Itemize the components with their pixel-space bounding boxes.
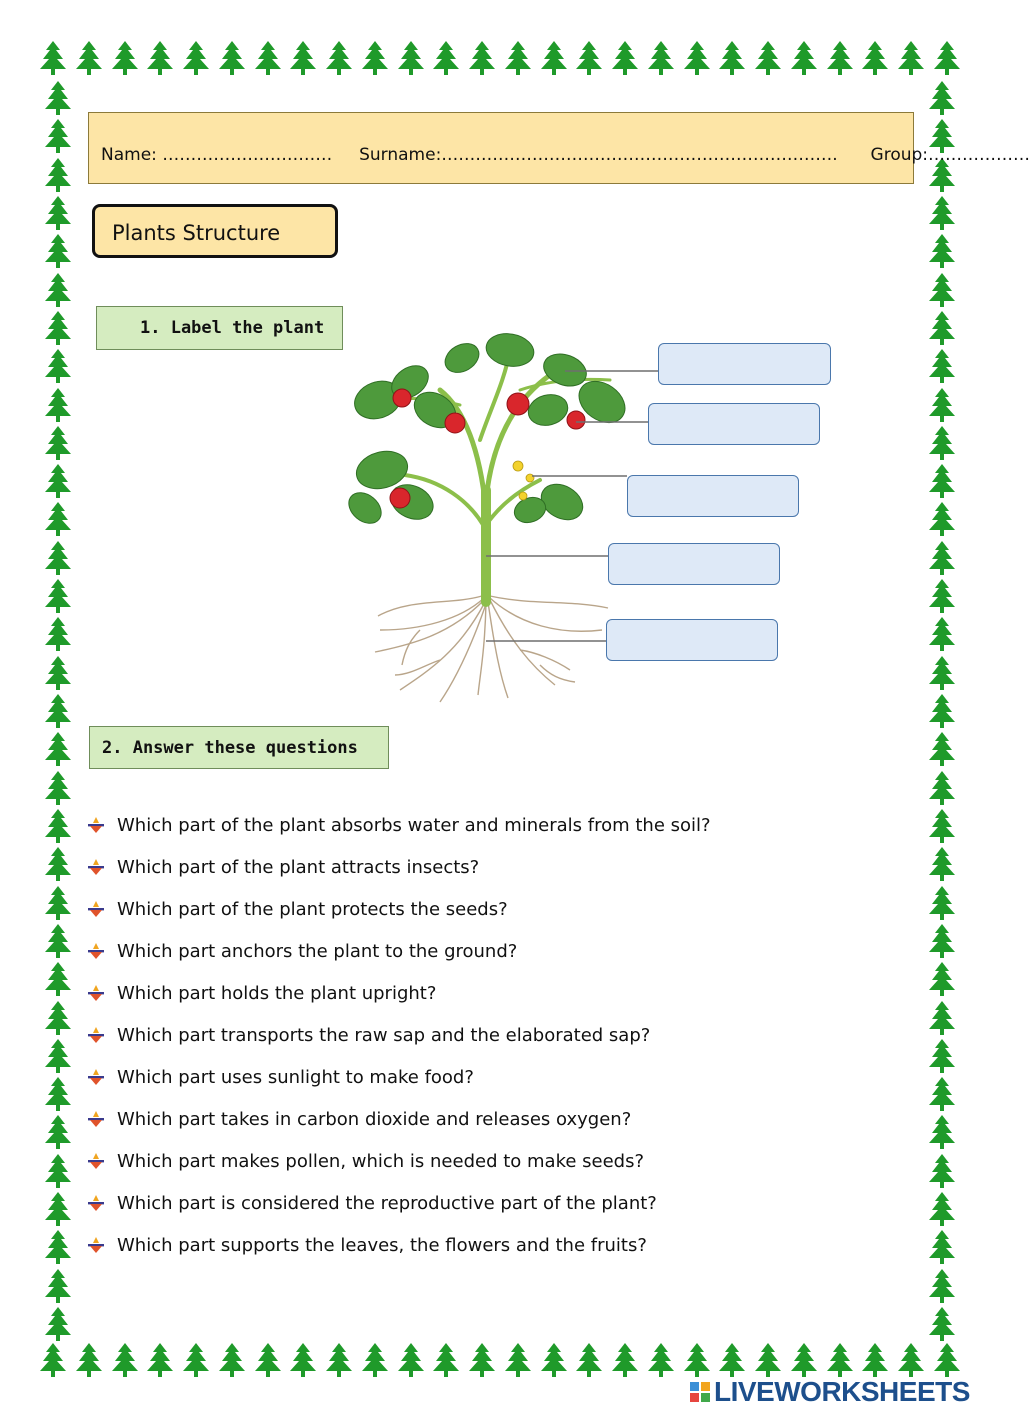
tree-icon [43, 923, 73, 959]
tree-icon [43, 1114, 73, 1150]
tree-icon [467, 1342, 497, 1378]
question-item [86, 1064, 926, 1106]
tree-icon [43, 1306, 73, 1342]
tree-icon [927, 616, 957, 652]
tree-icon [181, 40, 211, 76]
question-item [86, 1190, 926, 1232]
tree-icon [646, 40, 676, 76]
tree-icon [610, 40, 640, 76]
question-item [86, 854, 926, 896]
tree-icon [682, 1342, 712, 1378]
tree-icon [927, 1268, 957, 1304]
tree-icon [43, 233, 73, 269]
tree-icon [927, 310, 957, 346]
tree-icon [431, 1342, 461, 1378]
tree-icon [927, 846, 957, 882]
tree-icon [927, 1191, 957, 1227]
label-answer-box-3[interactable] [627, 475, 799, 517]
tree-icon [927, 1153, 957, 1189]
tree-icon [43, 387, 73, 423]
tree-icon [927, 1114, 957, 1150]
tree-icon [217, 40, 247, 76]
tree-icon [927, 1229, 957, 1265]
tree-icon [927, 463, 957, 499]
question-item [86, 938, 926, 980]
arrow-bullet-icon [86, 1109, 106, 1129]
tree-icon [927, 501, 957, 537]
arrow-bullet-icon [86, 1025, 106, 1045]
tree-icon [38, 40, 68, 76]
tree-icon [43, 655, 73, 691]
tree-icon [74, 40, 104, 76]
section-2-heading: 2. Answer these questions [102, 738, 358, 758]
tree-icon [43, 693, 73, 729]
tree-icon [753, 1342, 783, 1378]
name-field[interactable]: Name: ………………………… [101, 145, 333, 165]
tree-icon [360, 1342, 390, 1378]
question-text: Which part holds the plant upright? [117, 983, 437, 1004]
arrow-bullet-icon [86, 941, 106, 961]
question-item [86, 980, 926, 1022]
tree-icon [43, 310, 73, 346]
tree-icon [145, 1342, 175, 1378]
question-text: Which part anchors the plant to the ground? [117, 941, 518, 962]
tree-icon [43, 80, 73, 116]
tree-icon [431, 40, 461, 76]
tree-icon [825, 1342, 855, 1378]
tree-icon [927, 961, 957, 997]
question-text: Which part makes pollen, which is needed to make seeds? [117, 1151, 645, 1172]
tree-icon [43, 348, 73, 384]
liveworksheets-logo [690, 1376, 970, 1408]
tree-icon [396, 40, 426, 76]
tree-border-left [38, 80, 78, 1342]
student-info-line [101, 145, 1030, 165]
tree-icon [927, 80, 957, 116]
question-item [86, 812, 926, 854]
tree-icon [43, 1076, 73, 1112]
plant-roots [375, 596, 608, 702]
tree-icon [43, 463, 73, 499]
tree-icon [43, 195, 73, 231]
tree-icon [324, 40, 354, 76]
tree-icon [43, 272, 73, 308]
section-1-heading: 1. Label the plant [140, 318, 325, 338]
tree-icon [43, 118, 73, 154]
tree-icon [43, 770, 73, 806]
question-item [86, 1232, 926, 1274]
tree-icon [717, 40, 747, 76]
tree-icon [932, 40, 962, 76]
section-answer-questions [89, 726, 389, 769]
tree-icon [610, 1342, 640, 1378]
question-text: Which part of the plant protects the seeds? [117, 899, 508, 920]
question-item [86, 1106, 926, 1148]
tree-icon [927, 233, 957, 269]
tree-icon [288, 1342, 318, 1378]
tree-icon [927, 540, 957, 576]
tree-icon [43, 961, 73, 997]
questions-list [86, 812, 926, 1274]
tree-icon [43, 425, 73, 461]
tree-icon [927, 923, 957, 959]
tree-icon [927, 1038, 957, 1074]
label-answer-box-4[interactable] [608, 543, 780, 585]
tree-icon [396, 1342, 426, 1378]
question-text: Which part uses sunlight to make food? [117, 1067, 474, 1088]
tree-icon [145, 40, 175, 76]
tree-icon [253, 40, 283, 76]
question-text: Which part is considered the reproductive part of the plant? [117, 1193, 657, 1214]
tree-icon [932, 1342, 962, 1378]
tree-icon [927, 1306, 957, 1342]
arrow-bullet-icon [86, 899, 106, 919]
tree-icon [74, 1342, 104, 1378]
tree-icon [927, 1000, 957, 1036]
tree-icon [43, 578, 73, 614]
tree-icon [324, 1342, 354, 1378]
tree-icon [181, 1342, 211, 1378]
tree-icon [927, 387, 957, 423]
brand-text: LIVEWORKSHEETS [714, 1376, 970, 1407]
tree-icon [360, 40, 390, 76]
tree-icon [43, 808, 73, 844]
label-answer-box-2[interactable] [648, 403, 820, 445]
question-item [86, 896, 926, 938]
tree-border-right [922, 80, 962, 1342]
tree-icon [789, 1342, 819, 1378]
arrow-bullet-icon [86, 857, 106, 877]
tree-icon [896, 40, 926, 76]
tree-icon [646, 1342, 676, 1378]
tree-icon [539, 40, 569, 76]
label-answer-box-1[interactable] [658, 343, 831, 385]
question-text: Which part supports the leaves, the flowers and the fruits? [117, 1235, 647, 1256]
tree-icon [43, 731, 73, 767]
question-text: Which part transports the raw sap and the elaborated sap? [117, 1025, 651, 1046]
tree-icon [43, 1268, 73, 1304]
tree-icon [253, 1342, 283, 1378]
arrow-bullet-icon [86, 1193, 106, 1213]
tree-icon [43, 616, 73, 652]
arrow-bullet-icon [86, 1151, 106, 1171]
question-text: Which part of the plant attracts insects? [117, 857, 480, 878]
tree-icon [927, 272, 957, 308]
tree-icon [574, 40, 604, 76]
tree-icon [288, 40, 318, 76]
tree-icon [217, 1342, 247, 1378]
tree-icon [539, 1342, 569, 1378]
tree-icon [43, 885, 73, 921]
tree-icon [574, 1342, 604, 1378]
tree-icon [43, 846, 73, 882]
tree-icon [927, 1076, 957, 1112]
tree-icon [43, 1038, 73, 1074]
worksheet-title: Plants Structure [112, 221, 281, 245]
tree-icon [927, 693, 957, 729]
tree-icon [927, 578, 957, 614]
arrow-bullet-icon [86, 983, 106, 1003]
tree-icon [43, 1153, 73, 1189]
surname-field[interactable]: Surname:……………………………………………………………. [359, 145, 838, 165]
student-info-header [88, 112, 1030, 184]
question-text: Which part takes in carbon dioxide and releases oxygen? [117, 1109, 632, 1130]
tree-icon [927, 885, 957, 921]
tree-icon [43, 1000, 73, 1036]
worksheet-title-box [92, 204, 338, 258]
tree-icon [927, 348, 957, 384]
tree-icon [927, 425, 957, 461]
tree-icon [860, 1342, 890, 1378]
tree-icon [38, 1342, 68, 1378]
tree-icon [43, 1191, 73, 1227]
tree-icon [927, 731, 957, 767]
tree-icon [825, 40, 855, 76]
tree-icon [43, 540, 73, 576]
arrow-bullet-icon [86, 1235, 106, 1255]
tree-border-top [38, 40, 962, 80]
tree-icon [753, 40, 783, 76]
tree-icon [789, 40, 819, 76]
tree-icon [110, 1342, 140, 1378]
tree-icon [927, 195, 957, 231]
question-item [86, 1148, 926, 1190]
tree-icon [682, 40, 712, 76]
tree-icon [927, 808, 957, 844]
tree-icon [43, 157, 73, 193]
tree-icon [717, 1342, 747, 1378]
tree-icon [927, 770, 957, 806]
tree-icon [43, 501, 73, 537]
tree-icon [467, 40, 497, 76]
tree-icon [927, 655, 957, 691]
label-answer-box-5[interactable] [606, 619, 778, 661]
arrow-bullet-icon [86, 815, 106, 835]
tree-icon [860, 40, 890, 76]
group-field[interactable]: Group:……………… [870, 145, 1030, 165]
logo-grid-icon [690, 1382, 710, 1402]
tree-icon [503, 1342, 533, 1378]
tree-icon [43, 1229, 73, 1265]
arrow-bullet-icon [86, 1067, 106, 1087]
tree-icon [110, 40, 140, 76]
tree-icon [896, 1342, 926, 1378]
question-text: Which part of the plant absorbs water and minerals from the soil? [117, 815, 711, 836]
tree-icon [503, 40, 533, 76]
section-label-the-plant [96, 306, 343, 350]
question-item [86, 1022, 926, 1064]
